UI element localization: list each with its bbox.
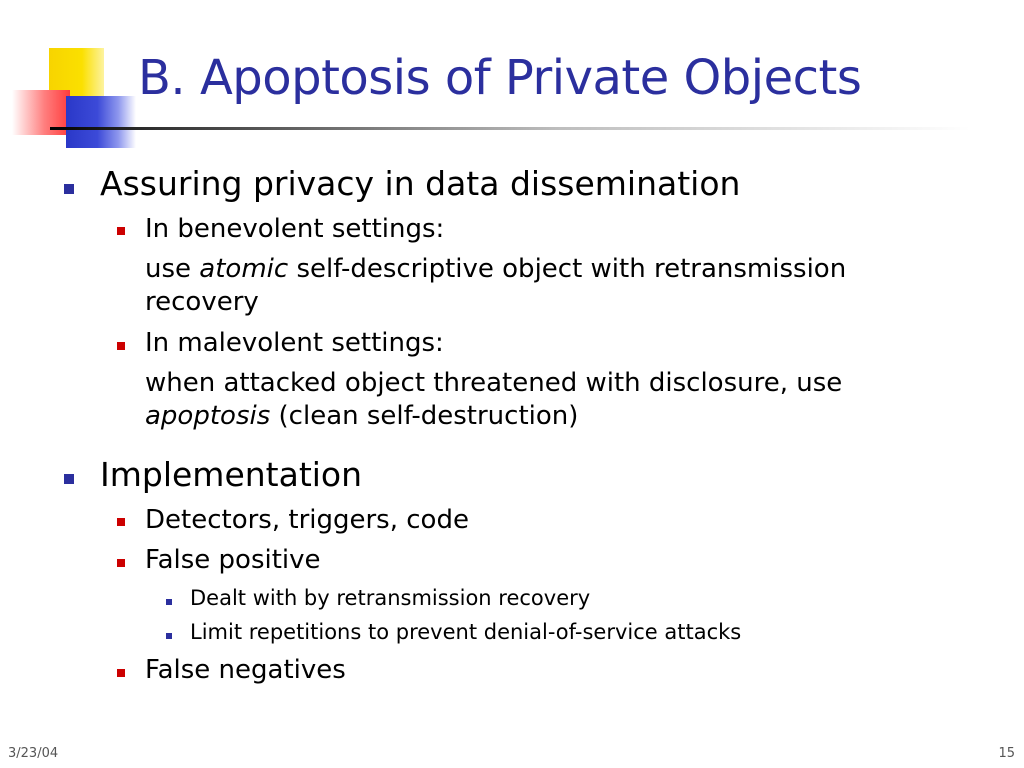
malevolent-text-line1: when attacked object threatened with disclosure, use [145, 368, 843, 398]
level1-bullet-icon [64, 184, 74, 194]
benevolent-text-line2: recovery [145, 287, 259, 317]
apoptosis-emphasis: apoptosis [145, 401, 271, 431]
footer-date: 3/23/04 [8, 746, 59, 761]
bullet-assuring-privacy: Assuring privacy in data dissemination [100, 164, 741, 203]
slide-title: B. Apoptosis of Private Objects [138, 50, 862, 106]
level2-bullet-icon [117, 227, 125, 235]
bullet-false-negatives: False negatives [145, 655, 346, 685]
bullet-retransmission: Dealt with by retransmission recovery [190, 586, 591, 610]
level3-bullet-icon [166, 633, 172, 639]
footer-page-number: 15 [998, 746, 1015, 761]
bullet-false-positive: False positive [145, 545, 321, 575]
bullet-benevolent: In benevolent settings: [145, 214, 445, 244]
atomic-emphasis: atomic [199, 254, 289, 284]
level2-bullet-icon [117, 342, 125, 350]
level2-bullet-icon [117, 669, 125, 677]
level2-bullet-icon [117, 559, 125, 567]
bullet-malevolent: In malevolent settings: [145, 328, 444, 358]
bullet-limit-repetitions: Limit repetitions to prevent denial-of-service attacks [190, 620, 742, 644]
bullet-implementation: Implementation [100, 455, 363, 494]
bullet-detectors: Detectors, triggers, code [145, 505, 469, 535]
title-underline [50, 127, 970, 130]
benevolent-text-line1: use atomic self-descriptive object with retransmission [145, 254, 847, 284]
malevolent-text-line2: apoptosis (clean self-destruction) [145, 401, 579, 431]
level2-bullet-icon [117, 518, 125, 526]
level1-bullet-icon [64, 474, 74, 484]
decor-yellow-square [49, 48, 104, 96]
level3-bullet-icon [166, 599, 172, 605]
decor-blue-square [66, 96, 136, 148]
